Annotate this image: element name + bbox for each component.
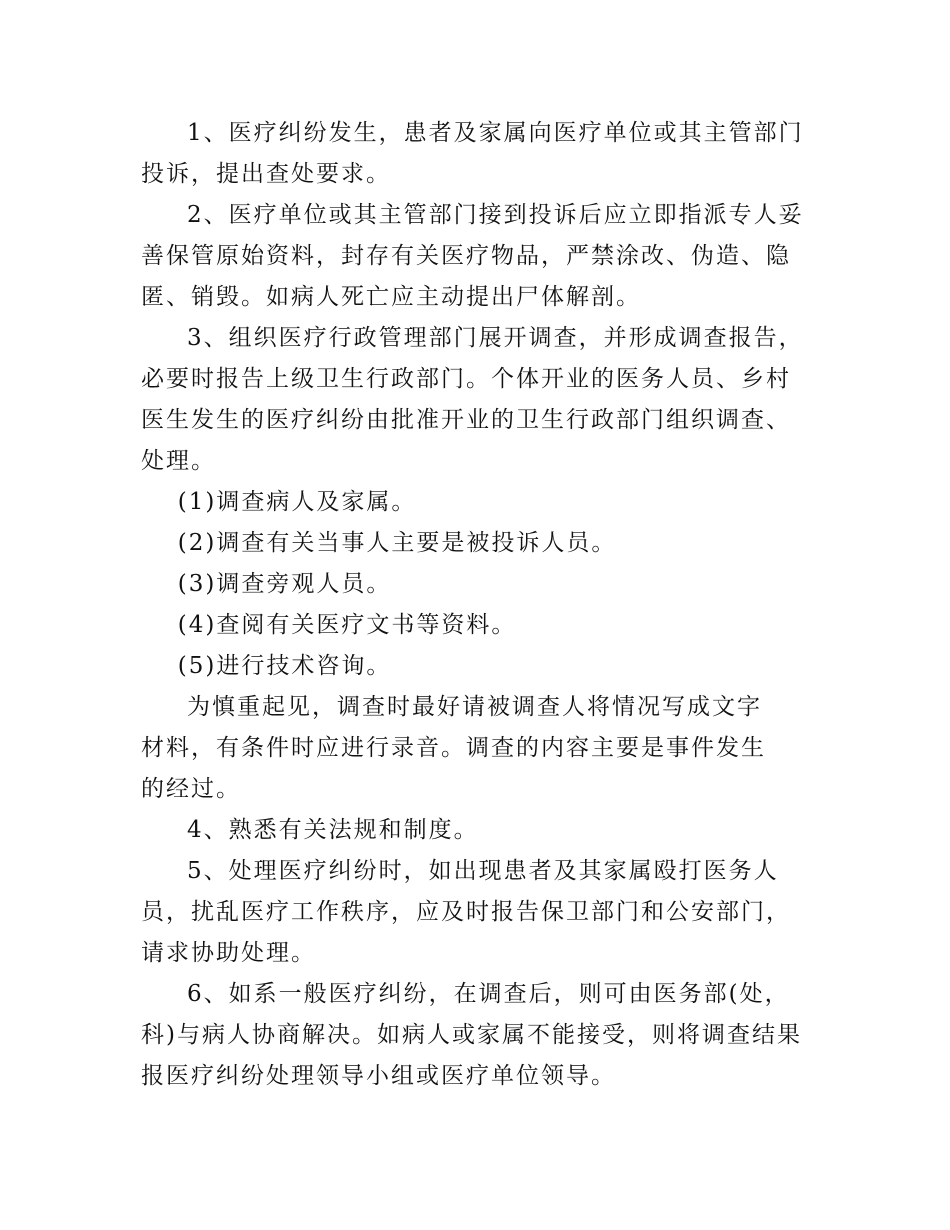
sub-item-4: (4)查阅有关医疗文书等资料。 xyxy=(177,612,517,638)
note-paragraph: 为慎重起见，调查时最好请被调查人将情况写成文字材料，有条件时应进行录音。调查的内容主要是事件发生的经过。 xyxy=(141,694,766,802)
sub-item-2: (2)调查有关当事人主要是被投诉人员。 xyxy=(177,530,617,556)
sub-item-5: (5)进行技术咨询。 xyxy=(177,653,392,679)
paragraph-3: 3、组织医疗行政管理部门展开调查，并形成调查报告，必要时报告上级卫生行政部门。个体开业的医务人员、乡村医生发生的医疗纠纷由批准开业的卫生行政部门组织调查、处理。 xyxy=(141,325,804,474)
paragraph-1: 1、医疗纠纷发生，患者及家属向医疗单位或其主管部门投诉，提出查处要求。 xyxy=(141,120,804,187)
sub-item-1: (1)调查病人及家属。 xyxy=(177,489,417,515)
paragraph-6: 6、如系一般医疗纠纷，在调查后，则可由医务部(处，科)与病人协商解决。如病人或家属不能接受，则将调查结果报医疗纠纷处理领导小组或医疗单位领导。 xyxy=(141,981,802,1089)
paragraph-5: 5、处理医疗纠纷时，如出现患者及其家属殴打医务人员，扰乱医疗工作秩序，应及时报告保卫部门和公安部门，请求协助处理。 xyxy=(141,858,791,966)
document-body xyxy=(141,113,811,1097)
paragraph-2: 2、医疗单位或其主管部门接到投诉后应立即指派专人妥善保管原始资料，封存有关医疗物品，严禁涂改、伪造、隐匿、销毁。如病人死亡应主动提出尸体解剖。 xyxy=(141,202,804,310)
sub-item-3: (3)调查旁观人员。 xyxy=(177,571,392,597)
paragraph-4: 4、熟悉有关法规和制度。 xyxy=(187,817,479,843)
